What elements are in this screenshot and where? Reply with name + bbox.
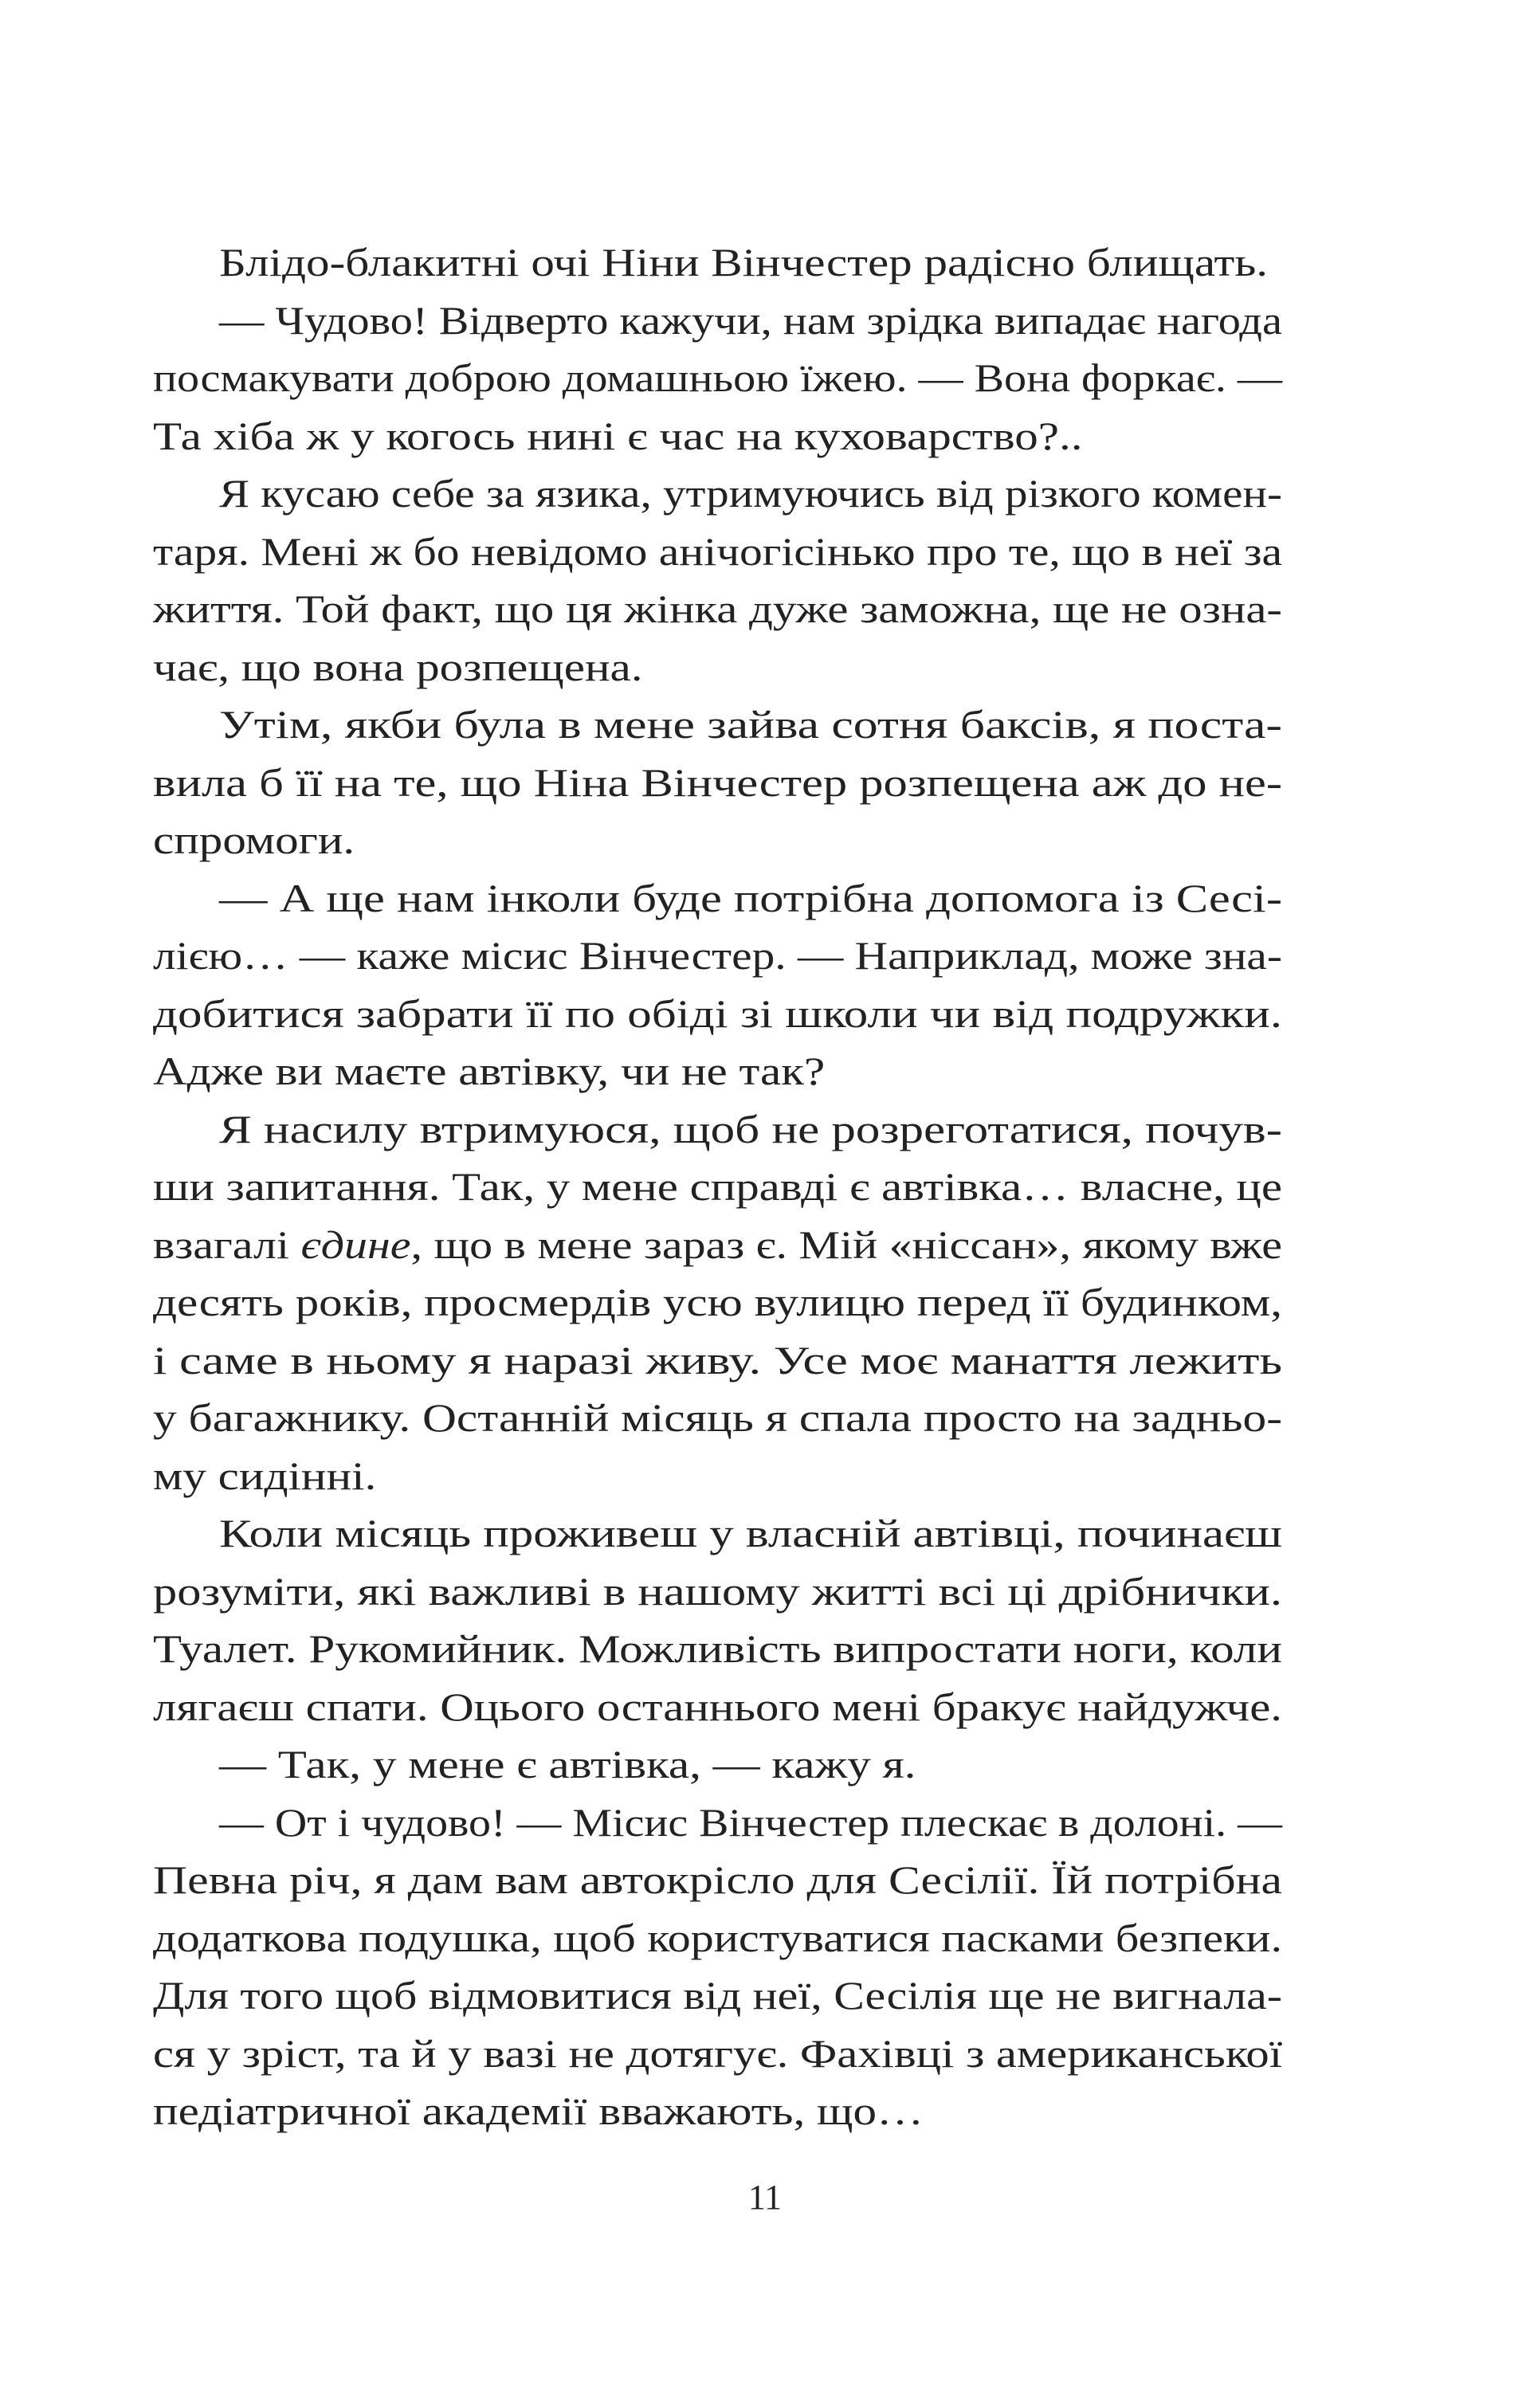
paragraph (153, 1735, 1282, 1794)
text-line (153, 1447, 1282, 1505)
page-number: 11 (747, 2178, 783, 2217)
text-segment: , що в мене зараз є. Мій «ніссан», якому вже (410, 1222, 1282, 1267)
text-line-content (153, 1216, 1282, 1274)
text-line-content: — От і чудово! — Місис Вінчестер плескає в долоні. — (219, 1799, 1282, 1845)
paragraph (153, 233, 1282, 292)
text-line-content: Я насилу втримуюся, щоб не розреготатися, почув- (219, 1106, 1282, 1151)
text-line (153, 1735, 1282, 1794)
text-line-content: посмакувати доброю домашньою їжею. — Вона форкає. — (153, 355, 1282, 400)
text-line-content: добитися забрати її по обіді зі школи чи від подружки. (153, 990, 1282, 1036)
text-line-content: розуміти, які важливі в нашому житті всі ці дрібнички. (153, 1568, 1282, 1614)
text-line (153, 1273, 1282, 1331)
text-line-content: десять років, просмердів усю вулицю перед її будинком, (153, 1280, 1282, 1324)
text-line-content: чає, що вона розпещена. (153, 644, 643, 689)
paragraph (153, 869, 1282, 1100)
emphasis-text: єдине (300, 1222, 411, 1267)
text-line-content: додаткова подушка, щоб користуватися пасками безпеки. (153, 1915, 1282, 1960)
text-line-content: му сидінні. (153, 1453, 377, 1498)
text-line-content: у багажнику. Останній місяць я спала просто на задньо- (153, 1395, 1282, 1440)
text-line (153, 2025, 1282, 2083)
text-line (153, 1216, 1282, 1274)
text-line (153, 233, 1282, 292)
text-line (153, 638, 1282, 696)
text-line-content: вила б її на те, що Ніна Вінчестер розпещена аж до не- (153, 759, 1282, 805)
text-line (153, 754, 1282, 812)
text-line (153, 869, 1282, 928)
text-line (153, 1563, 1282, 1621)
text-line-content: Та хіба ж у когось нині є час на куховарство?.. (153, 413, 1083, 458)
text-line-content: життя. Той факт, що ця жінка дуже заможна, ще не озна- (153, 586, 1282, 631)
text-line-content: — Так, у мене є автівка, — кажу я. (219, 1742, 916, 1786)
text-line (153, 580, 1282, 638)
text-line-content: Утім, якби була в мене зайва сотня баксів, я поста- (219, 702, 1282, 747)
text-line (153, 1620, 1282, 1678)
text-line (153, 811, 1282, 869)
text-line (153, 407, 1282, 465)
text-line-content: — А ще нам інколи буде потрібна допомога із Сесі- (219, 875, 1282, 920)
text-line-content: ши запитання. Так, у мене справді є автівка… власне, це (153, 1164, 1282, 1209)
text-line-content: спромоги. (153, 818, 355, 862)
text-line (153, 1678, 1282, 1736)
text-line (153, 1504, 1282, 1563)
text-line (153, 523, 1282, 581)
text-line (153, 1794, 1282, 1852)
text-line (153, 349, 1282, 407)
text-line-content: педіатричної академії вважають, що… (153, 2088, 924, 2133)
text-line-content: — Чудово! Відверто кажучи, нам зрідка випадає нагода (219, 297, 1282, 343)
text-segment: взагалі (153, 1222, 301, 1267)
text-line-content: Певна річ, я дам вам автокрісло для Сесілії. Їй потрібна (153, 1857, 1282, 1902)
body-text (153, 233, 1282, 2140)
paragraph (153, 696, 1282, 869)
text-line-content: Для того щоб відмовитися від неї, Сесілія ще не вигнала- (153, 1973, 1282, 2018)
paragraph (153, 1100, 1282, 1505)
text-line-content: Туалет. Рукомийник. Можливість випростати ноги, коли (153, 1626, 1282, 1671)
text-line (153, 696, 1282, 754)
text-line (153, 1389, 1282, 1447)
text-line (153, 1909, 1282, 1967)
text-line-content: Блідо-блакитні очі Ніни Вінчестер радісно блищать. (219, 240, 1269, 284)
paragraph (153, 1504, 1282, 1735)
text-line (153, 465, 1282, 523)
text-line-content: Коли місяць проживеш у власній автівці, починаєш (219, 1511, 1282, 1555)
text-line-content: таря. Мені ж бо невідомо анічогісінько про те, що в неї за (153, 528, 1282, 574)
text-line-content: лягаєш спати. Оцього останнього мені бракує найдужче. (153, 1684, 1282, 1729)
text-line-content: ся у зріст, та й у вазі не дотягує. Фахівці з американської (153, 2030, 1282, 2076)
text-line-content: лією… — каже місис Вінчестер. — Наприклад, може зна- (153, 933, 1282, 978)
text-line (153, 1100, 1282, 1159)
paragraph (153, 465, 1282, 696)
text-line (153, 1967, 1282, 2025)
paragraph (153, 1794, 1282, 2140)
text-line (153, 927, 1282, 985)
text-line (153, 2082, 1282, 2140)
text-line (153, 985, 1282, 1043)
text-line (153, 292, 1282, 350)
text-line (153, 1851, 1282, 1909)
paragraph (153, 292, 1282, 465)
text-line (153, 1331, 1282, 1390)
text-line (153, 1158, 1282, 1216)
text-line-content: і саме в ньому я наразі живу. Усе моє манаття лежить (153, 1337, 1282, 1382)
text-line-content: Я кусаю себе за язика, утримуючись від різкого комен- (219, 471, 1282, 516)
text-line-content: Адже ви маєте автівку, чи не так? (153, 1049, 826, 1093)
text-line (153, 1042, 1282, 1100)
